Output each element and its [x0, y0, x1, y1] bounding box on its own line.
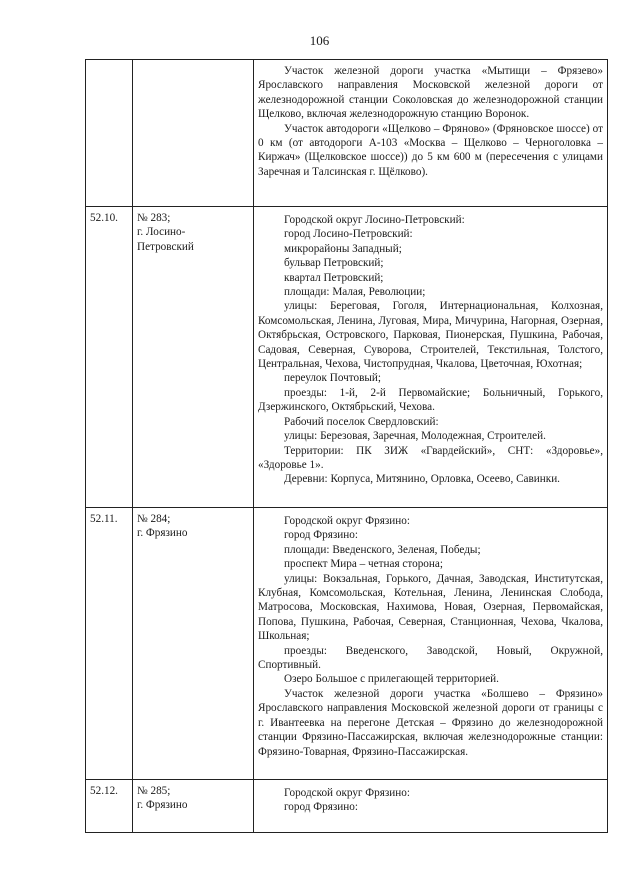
row-number: 52.10. — [86, 207, 133, 508]
table-row — [86, 508, 608, 780]
district-name — [133, 207, 254, 508]
paragraph: Городской округ Фрязино: — [284, 515, 410, 527]
paragraph: Городской округ Фрязино: — [284, 787, 410, 799]
row-number: 52.11. — [86, 508, 133, 780]
district-name-line: г. Фрязино — [137, 799, 188, 812]
paragraph: квартал Петровский; — [284, 271, 384, 284]
paragraph: проезды: Введенского, Заводской, Новый, Окружной, Спортивный. — [258, 644, 603, 672]
district-description — [254, 60, 608, 207]
district-name-line: г. Лосино- — [137, 226, 186, 239]
district-description — [254, 780, 608, 833]
district-name — [133, 60, 254, 207]
paragraph: Участок железной дороги участка «Болшево – Фрязино» Ярославского направления Московской железной дороги от границы с г. Ивантеевка на перегоне Детская – Фрязино до железнодорожной станции Фрязино-Пассажирская, включая железнодорожные станции: Фрязино-Товарная, Фрязино-Пассажирская. — [258, 687, 603, 758]
paragraph: переулок Почтовый; — [284, 372, 381, 385]
district-name — [133, 508, 254, 780]
district-description — [254, 508, 608, 780]
district-name-line: № 284; — [137, 513, 171, 525]
paragraph: бульвар Петровский; — [284, 257, 384, 270]
table-row — [86, 207, 608, 508]
district-name-line: Петровский — [137, 240, 194, 253]
paragraph: площади: Малая, Революции; — [284, 286, 426, 299]
row-number: 52.12. — [86, 780, 133, 833]
table-row — [86, 780, 608, 833]
page-number: 106 — [309, 33, 330, 48]
district-name-line: № 285; — [137, 785, 171, 797]
row-number — [86, 60, 133, 207]
district-description — [254, 207, 608, 508]
paragraph: город Фрязино: — [284, 801, 358, 814]
paragraph: Деревни: Корпуса, Митянино, Орловка, Осеево, Савинки. — [284, 473, 560, 486]
paragraph: Участок железной дороги участка «Мытищи – Фрязево» Ярославского направления Московской железной дороги от железнодорожной станции Соколовская до железнодорожной станции Щелково, включая железнодорожную станцию Воронок. — [258, 65, 603, 121]
district-name — [133, 780, 254, 833]
paragraph: Участок автодороги «Щелково – Фряново» (Фряновское шоссе) от 0 км (от автодороги А-103 «Москва – Щелково – Черноголовка – Киржач» (Щелковское шоссе)) до 5 км 600 м (пересечения с улицами Заречная и Талсинская г. Щёлково). — [258, 122, 603, 178]
paragraph: улицы: Береговая, Гоголя, Интернациональная, Колхозная, Комсомольская, Ленина, Луговая, Мира, Мичурина, Нагорная, Озерная, Октябрьская, Островского, Парковая, Пионерская, Пушкина, Рабочая, Садовая, Северная, Суворова, Строителей, Текстильная, Толстого, Центральная, Чехова, Чистопрудная, Чкалова, Цветочная, Юхотная; — [258, 300, 603, 371]
paragraph: Территории: ПК ЗИЖ «Гвардейский», СНТ: «Здоровье», «Здоровье 1». — [258, 444, 603, 471]
paragraph: микрорайоны Западный; — [284, 242, 402, 255]
paragraph: площади: Введенского, Зеленая, Победы; — [284, 543, 481, 556]
paragraph: улицы: Вокзальная, Горького, Дачная, Заводская, Институтская, Клубная, Комсомольская, Котельная, Ленина, Ленинская Слобода, Матросова, Московская, Нахимова, Новая, Озерная, Первомайская, Попова, Пушкина, Рабочая, Северная, Станционная, Чехова, Чкалова, Школьная; — [258, 572, 603, 643]
paragraph: Озеро Большое с прилегающей территорией. — [284, 673, 499, 686]
district-name-line: г. Фрязино — [137, 527, 188, 540]
paragraph: проезды: 1-й, 2-й Первомайские; Больничный, Горького, Дзержинского, Октябрьский, Чехова. — [258, 386, 603, 414]
district-name-line: № 283; — [137, 212, 171, 224]
paragraph: город Лосино-Петровский: — [284, 228, 413, 241]
constituency-table — [85, 59, 608, 833]
paragraph: улицы: Березовая, Заречная, Молодежная, Строителей. — [284, 430, 546, 443]
paragraph: город Фрязино: — [284, 529, 358, 542]
paragraph: Городской округ Лосино-Петровский: — [284, 214, 465, 226]
paragraph: проспект Мира – четная сторона; — [284, 558, 443, 571]
table-row — [86, 60, 608, 207]
paragraph: Рабочий поселок Свердловский: — [284, 415, 439, 428]
